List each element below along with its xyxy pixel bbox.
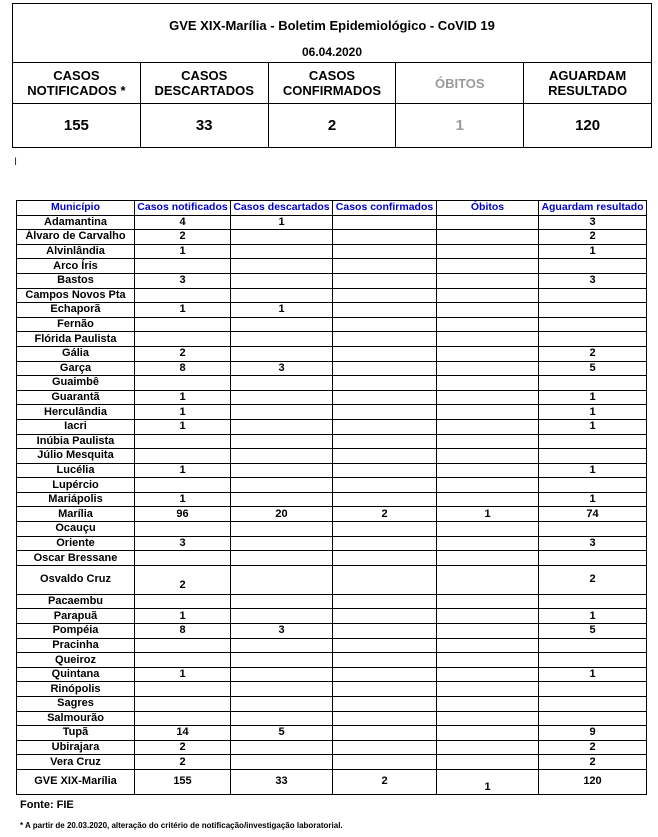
table-cell <box>231 740 333 755</box>
table-cell <box>437 244 539 259</box>
table-cell <box>437 317 539 332</box>
table-cell <box>539 376 647 391</box>
table-cell <box>437 740 539 755</box>
table-cell <box>437 726 539 741</box>
table-cell: 1 <box>231 215 333 230</box>
table-cell <box>539 697 647 712</box>
table-cell <box>437 478 539 493</box>
table-cell <box>135 522 231 537</box>
table-cell <box>437 609 539 624</box>
municipality-name-cell: Ubirajara <box>17 740 135 755</box>
municipality-name-cell: Oscar Bressane <box>17 551 135 566</box>
table-cell: 1 <box>539 390 647 405</box>
table-cell <box>539 478 647 493</box>
table-cell <box>231 653 333 668</box>
table-cell <box>231 259 333 274</box>
table-cell <box>539 332 647 347</box>
table-cell <box>333 259 437 274</box>
table-cell: 1 <box>231 303 333 318</box>
table-cell: 1 <box>539 463 647 478</box>
table-cell <box>231 449 333 464</box>
table-cell: 1 <box>437 507 539 522</box>
table-cell <box>437 624 539 639</box>
table-cell: 2 <box>333 507 437 522</box>
table-row <box>17 215 647 230</box>
table-cell <box>135 653 231 668</box>
table-row <box>17 244 647 259</box>
table-row <box>17 638 647 653</box>
table-cell <box>333 449 437 464</box>
total-cell: 2 <box>333 769 437 794</box>
table-cell <box>437 332 539 347</box>
table-cell <box>333 434 437 449</box>
municipality-name-cell: Gália <box>17 346 135 361</box>
municipality-name-cell: Inúbia Paulista <box>17 434 135 449</box>
table-cell <box>539 594 647 609</box>
column-header: Aguardam resultado <box>539 201 647 216</box>
summary-value: 33 <box>195 117 213 134</box>
table-cell: 3 <box>135 536 231 551</box>
municipality-name-cell: Flórida Paulista <box>17 332 135 347</box>
table-cell <box>437 273 539 288</box>
table-row <box>17 463 647 478</box>
table-cell <box>231 551 333 566</box>
municipality-name-cell: Adamantina <box>17 215 135 230</box>
table-cell: 1 <box>539 492 647 507</box>
table-row <box>17 478 647 493</box>
table-cell: 2 <box>539 755 647 770</box>
table-cell <box>135 638 231 653</box>
table-row <box>17 740 647 755</box>
table-cell <box>437 361 539 376</box>
municipality-name-cell: Bastos <box>17 273 135 288</box>
table-cell <box>333 711 437 726</box>
municipality-name-cell: Salmourão <box>17 711 135 726</box>
table-cell: 74 <box>539 507 647 522</box>
municipality-name-cell: Guarantã <box>17 390 135 405</box>
table-row <box>17 522 647 537</box>
summary-awaiting <box>524 63 651 147</box>
table-cell <box>333 667 437 682</box>
table-cell <box>333 565 437 594</box>
table-cell <box>437 230 539 245</box>
table-row <box>17 726 647 741</box>
municipality-name-cell: Queiroz <box>17 653 135 668</box>
table-body <box>17 215 647 794</box>
municipality-table-wrapper <box>16 200 646 795</box>
table-cell <box>437 638 539 653</box>
table-cell: 1 <box>135 390 231 405</box>
total-cell: 155 <box>135 769 231 794</box>
table-cell <box>437 551 539 566</box>
table-cell <box>333 230 437 245</box>
table-cell <box>231 376 333 391</box>
table-row <box>17 551 647 566</box>
summary-deaths <box>396 63 524 147</box>
table-cell: 1 <box>135 419 231 434</box>
table-cell <box>437 419 539 434</box>
table-row <box>17 346 647 361</box>
table-cell <box>333 361 437 376</box>
table-cell <box>437 390 539 405</box>
table-cell: 1 <box>135 492 231 507</box>
table-cell <box>231 522 333 537</box>
table-cell <box>333 215 437 230</box>
table-cell <box>135 434 231 449</box>
table-cell <box>333 682 437 697</box>
municipality-name-cell: Herculândia <box>17 405 135 420</box>
table-cell: 1 <box>135 405 231 420</box>
table-row <box>17 273 647 288</box>
table-cell <box>231 273 333 288</box>
table-cell <box>231 682 333 697</box>
table-cell <box>231 609 333 624</box>
table-cell: 1 <box>135 463 231 478</box>
table-cell <box>231 434 333 449</box>
municipality-name-cell: Álvaro de Carvalho <box>17 230 135 245</box>
municipality-name-cell: Pompéia <box>17 624 135 639</box>
municipality-name-cell: Guaimbê <box>17 376 135 391</box>
table-cell: 2 <box>135 740 231 755</box>
table-row <box>17 624 647 639</box>
column-header: Município <box>17 201 135 216</box>
table-cell <box>333 346 437 361</box>
table-cell: 4 <box>135 215 231 230</box>
municipality-name-cell: Osvaldo Cruz <box>17 565 135 594</box>
table-cell: 5 <box>539 624 647 639</box>
table-row <box>17 609 647 624</box>
summary-label: ÓBITOS <box>396 63 523 104</box>
municipality-name-cell: Iacri <box>17 419 135 434</box>
municipality-name-cell: Campos Novos Pta <box>17 288 135 303</box>
summary-label: CASOS DESCARTADOS <box>141 63 268 104</box>
table-row <box>17 405 647 420</box>
table-row <box>17 288 647 303</box>
table-cell <box>231 565 333 594</box>
table-cell: 5 <box>231 726 333 741</box>
table-cell: 1 <box>539 609 647 624</box>
table-cell: 1 <box>539 419 647 434</box>
total-label-cell: GVE XIX-Marília <box>17 769 135 794</box>
municipality-name-cell: Pacaembu <box>17 594 135 609</box>
municipality-name-cell: Lupércio <box>17 478 135 493</box>
table-cell <box>437 667 539 682</box>
table-cell <box>135 551 231 566</box>
municipality-name-cell: Mariápolis <box>17 492 135 507</box>
total-row <box>17 769 647 794</box>
table-cell <box>539 259 647 274</box>
column-header: Casos notificados <box>135 201 231 216</box>
summary-label: CASOS NOTIFICADOS * <box>13 63 140 104</box>
table-row <box>17 303 647 318</box>
table-cell <box>437 697 539 712</box>
table-cell: 2 <box>135 346 231 361</box>
table-cell <box>231 697 333 712</box>
table-cell <box>231 463 333 478</box>
table-cell <box>539 317 647 332</box>
table-cell: 1 <box>539 244 647 259</box>
table-cell <box>333 376 437 391</box>
table-cell: 1 <box>135 244 231 259</box>
table-cell <box>231 332 333 347</box>
table-cell <box>333 594 437 609</box>
table-cell <box>539 551 647 566</box>
table-cell <box>231 667 333 682</box>
table-cell: 8 <box>135 361 231 376</box>
table-row <box>17 449 647 464</box>
municipality-name-cell: Oriente <box>17 536 135 551</box>
table-cell: 2 <box>135 230 231 245</box>
bulletin-date: 06.04.2020 <box>301 45 363 59</box>
table-cell: 3 <box>231 361 333 376</box>
table-cell: 1 <box>539 667 647 682</box>
table-cell <box>437 346 539 361</box>
table-cell: 2 <box>539 230 647 245</box>
summary-box <box>12 3 652 148</box>
summary-confirmed <box>269 63 397 147</box>
table-cell <box>135 711 231 726</box>
table-cell <box>231 390 333 405</box>
table-cell <box>437 288 539 303</box>
summary-value: 155 <box>63 117 89 134</box>
table-cell <box>333 653 437 668</box>
table-cell: 14 <box>135 726 231 741</box>
table-cell <box>437 215 539 230</box>
summary-value: 1 <box>455 117 464 134</box>
table-cell <box>135 682 231 697</box>
table-cell: 1 <box>135 303 231 318</box>
table-cell: 2 <box>539 565 647 594</box>
table-cell <box>231 288 333 303</box>
table-cell <box>135 478 231 493</box>
table-cell <box>333 244 437 259</box>
table-cell <box>539 711 647 726</box>
summary-notified <box>13 63 141 147</box>
table-row <box>17 376 647 391</box>
municipality-name-cell: Rinópolis <box>17 682 135 697</box>
table-cell <box>333 419 437 434</box>
table-row <box>17 492 647 507</box>
table-cell <box>135 594 231 609</box>
table-row <box>17 317 647 332</box>
summary-columns <box>13 62 651 147</box>
table-row <box>17 390 647 405</box>
table-cell <box>135 697 231 712</box>
table-cell <box>333 273 437 288</box>
table-cell <box>333 697 437 712</box>
table-cell <box>437 376 539 391</box>
table-cell: 1 <box>135 667 231 682</box>
table-cell: 3 <box>231 624 333 639</box>
table-row <box>17 259 647 274</box>
table-cell: 2 <box>539 346 647 361</box>
table-cell: 8 <box>135 624 231 639</box>
table-cell <box>437 463 539 478</box>
table-cell: 2 <box>135 565 231 594</box>
table-row <box>17 653 647 668</box>
total-cell: 1 <box>437 769 539 794</box>
table-cell <box>437 259 539 274</box>
table-cell <box>333 551 437 566</box>
table-cell <box>135 376 231 391</box>
table-cell <box>333 755 437 770</box>
table-cell <box>437 755 539 770</box>
table-row <box>17 230 647 245</box>
table-cell <box>437 434 539 449</box>
column-header: Casos confirmados <box>333 201 437 216</box>
table-cell <box>333 288 437 303</box>
table-cell <box>231 711 333 726</box>
table-row <box>17 536 647 551</box>
table-cell <box>333 726 437 741</box>
table-cell <box>437 594 539 609</box>
table-cell <box>231 346 333 361</box>
municipality-name-cell: Alvinlândia <box>17 244 135 259</box>
table-cell <box>231 230 333 245</box>
table-cell: 5 <box>539 361 647 376</box>
table-cell <box>437 405 539 420</box>
table-row <box>17 434 647 449</box>
municipality-name-cell: Lucélia <box>17 463 135 478</box>
municipality-name-cell: Sagres <box>17 697 135 712</box>
municipality-table <box>16 200 647 795</box>
summary-discarded <box>141 63 269 147</box>
table-row <box>17 697 647 712</box>
table-row <box>17 711 647 726</box>
table-cell <box>333 478 437 493</box>
table-cell <box>539 653 647 668</box>
municipality-name-cell: Júlio Mesquita <box>17 449 135 464</box>
table-cell <box>437 449 539 464</box>
table-cell <box>231 755 333 770</box>
table-cell <box>539 638 647 653</box>
table-cell <box>437 303 539 318</box>
table-cell <box>539 449 647 464</box>
table-cell: 96 <box>135 507 231 522</box>
table-cell <box>333 390 437 405</box>
table-cell <box>333 536 437 551</box>
total-cell: 120 <box>539 769 647 794</box>
summary-label: AGUARDAM RESULTADO <box>524 63 651 104</box>
table-cell: 3 <box>135 273 231 288</box>
text-cursor-mark: I <box>14 156 18 168</box>
table-cell <box>135 317 231 332</box>
municipality-name-cell: Vera Cruz <box>17 755 135 770</box>
table-row <box>17 755 647 770</box>
table-cell <box>231 405 333 420</box>
table-cell <box>539 522 647 537</box>
table-cell <box>437 653 539 668</box>
table-cell <box>231 244 333 259</box>
table-row <box>17 682 647 697</box>
table-row <box>17 594 647 609</box>
municipality-name-cell: Pracinha <box>17 638 135 653</box>
municipality-name-cell: Arco Íris <box>17 259 135 274</box>
summary-value: 120 <box>575 117 601 134</box>
municipality-name-cell: Echaporã <box>17 303 135 318</box>
table-cell: 1 <box>135 609 231 624</box>
table-cell: 3 <box>539 273 647 288</box>
table-cell <box>135 449 231 464</box>
municipality-name-cell: Ocauçu <box>17 522 135 537</box>
table-cell <box>437 536 539 551</box>
column-header: Casos descartados <box>231 201 333 216</box>
table-cell <box>333 317 437 332</box>
table-cell: 3 <box>539 215 647 230</box>
table-cell: 1 <box>539 405 647 420</box>
municipality-name-cell: Garça <box>17 361 135 376</box>
table-cell <box>231 594 333 609</box>
table-cell <box>135 332 231 347</box>
table-cell <box>231 638 333 653</box>
table-cell: 2 <box>539 740 647 755</box>
table-cell <box>333 332 437 347</box>
table-cell: 2 <box>135 755 231 770</box>
municipality-name-cell: Tupã <box>17 726 135 741</box>
total-cell: 33 <box>231 769 333 794</box>
table-cell: 9 <box>539 726 647 741</box>
table-cell: 3 <box>539 536 647 551</box>
municipality-name-cell: Fernão <box>17 317 135 332</box>
table-row <box>17 419 647 434</box>
table-cell <box>333 638 437 653</box>
table-cell <box>437 492 539 507</box>
table-cell <box>333 405 437 420</box>
table-cell <box>135 259 231 274</box>
summary-value: 2 <box>327 117 337 134</box>
table-cell <box>333 740 437 755</box>
summary-label: CASOS CONFIRMADOS <box>269 63 396 104</box>
table-cell <box>437 522 539 537</box>
table-row <box>17 667 647 682</box>
table-cell <box>231 492 333 507</box>
municipality-name-cell: Quintana <box>17 667 135 682</box>
table-row <box>17 507 647 522</box>
table-cell <box>333 522 437 537</box>
table-cell <box>437 565 539 594</box>
table-cell <box>231 317 333 332</box>
table-row <box>17 332 647 347</box>
municipality-name-cell: Marília <box>17 507 135 522</box>
table-cell <box>333 609 437 624</box>
table-row <box>17 565 647 594</box>
table-cell <box>539 303 647 318</box>
table-cell <box>333 303 437 318</box>
table-cell <box>231 478 333 493</box>
table-header-row <box>17 201 647 216</box>
municipality-name-cell: Parapuã <box>17 609 135 624</box>
table-cell <box>333 463 437 478</box>
table-cell: 20 <box>231 507 333 522</box>
table-cell <box>437 711 539 726</box>
source-note: Fonte: FIE <box>20 799 74 811</box>
bulletin-title: GVE XIX-Marília - Boletim Epidemiológico - CoVID 19 <box>169 18 495 33</box>
table-cell <box>231 419 333 434</box>
table-cell <box>333 492 437 507</box>
table-cell <box>539 288 647 303</box>
table-cell <box>135 288 231 303</box>
table-cell <box>539 434 647 449</box>
table-cell <box>437 682 539 697</box>
table-row <box>17 361 647 376</box>
table-cell <box>231 536 333 551</box>
footnote: * A partir de 20.03.2020, alteração do critério de notificação/investigação laboratorial. <box>20 821 343 830</box>
table-cell <box>539 682 647 697</box>
table-cell <box>333 624 437 639</box>
column-header: Óbitos <box>437 201 539 216</box>
